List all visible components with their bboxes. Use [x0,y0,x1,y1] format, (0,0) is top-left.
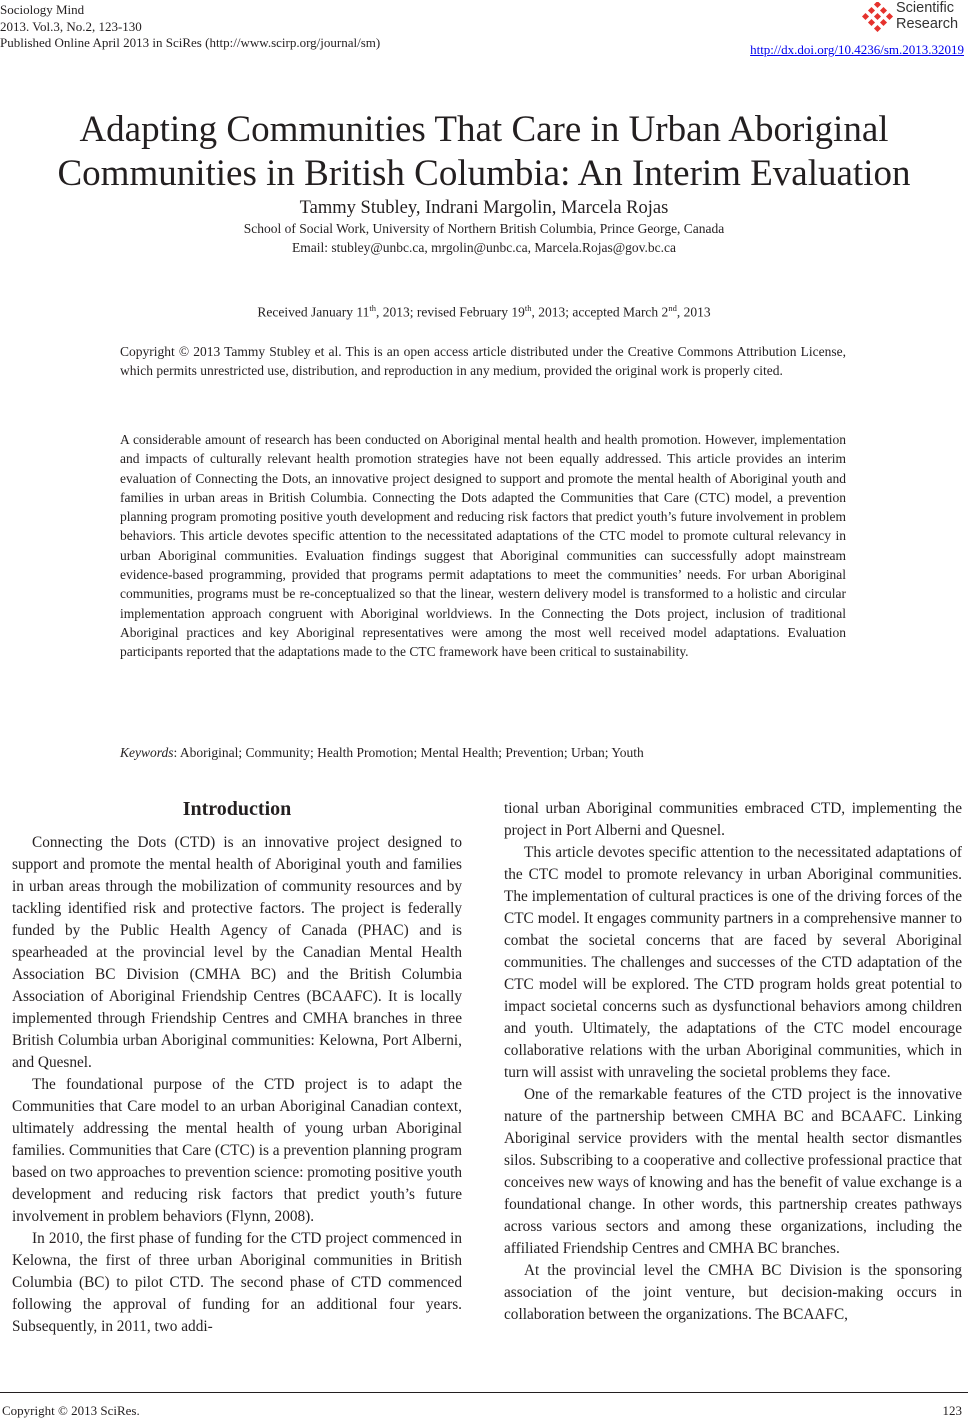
affiliation-block [0,220,968,257]
paragraph: At the provincial level the CMHA BC Division is the sponsoring association of the joint venture, but decision-making occurs in collaboration between the organizations. The BCAAFC, [504,1262,962,1323]
body-column-left [12,796,462,1338]
body-column-right [504,798,962,1326]
paragraph: Connecting the Dots (CTD) is an innovative project designed to support and promote the mental health of Aboriginal youth and families in urban areas through the mobilization of community resources and by tackling identified risk and protective factors. The project is federally funded by the Public Health Agency of Canada (PHAC) and is spearheaded at the provincial level by the Canadian Mental Health Association BC Division (CMHA BC) and the British Columbia Association of Aboriginal Friendship Centres (BCAAFC). It is locally implemented through Friendship Centres and CMHA branches in three British Columbia urban Aboriginal communities: Kelowna, Port Alberni, and Quesnel. [12,834,462,1071]
journal-name: Sociology Mind [0,2,85,17]
email: Email: stubley@unbc.ca, mrgolin@unbc.ca, Marcela.Rojas@gov.bc.ca [291,239,677,255]
paragraph: One of the remarkable features of the CTD project is the innovative nature of the partnership between CMHA BC and BCAAFC. Linking Aboriginal service providers with the mental health sector dismantles silos. Subscribing to a cooperative and collective professional practice that conceives new ways of knowing and has the benefit of value exchange is a foundational change. In other words, this partnership creates pathways across various sectors and among these organizations, including the affiliated Friendship Centres and CMHA BC branches. [504,1086,962,1257]
paragraph: The foundational purpose of the CTD project is to adapt the Communities that Care model to an urban Aboriginal Canadian context, ultimately addressing the mental health of young urban Aboriginal families. Communities that Care (CTC) is a prevention planning program based on two approaches to prevention science: promoting positive youth development and reducing risk factors that predict youth’s future involvement in problem behaviors (Flynn, 2008). [12,1076,462,1225]
running-header [0,2,380,52]
keywords-label: Keywords [120,745,174,760]
logo-diamond-icon [862,2,894,32]
volume-info: 2013. Vol.3, No.2, 123-130 [0,18,142,34]
keywords-text: : Aboriginal; Community; Health Promotion; Mental Health; Prevention; Urban; Youth [173,745,644,760]
doi-link[interactable]: http://dx.doi.org/10.4236/sm.2013.32019 [750,42,964,57]
scientific-research-logo [862,0,966,36]
article-title: Adapting Communities That Care in Urban Aboriginal Communities in British Columbia: An Interim Evaluation [57,109,911,194]
license-notice: Copyright © 2013 Tammy Stubley et al. This is an open access article distributed under the Creative Commons Attribution License, which permits unrestricted use, distribution, and reproduction in any medium, provided the original work is properly cited. [120,344,846,378]
section-heading: Introduction [182,798,292,820]
footer-copyright: Copyright © 2013 SciRes. [2,1403,140,1418]
abstract: A considerable amount of research has been conducted on Aboriginal mental health and health promotion. However, implementation and impacts of culturally relevant health promotion strategies have not been equally addressed. This article provides an interim evaluation of Connecting the Dots, an innovative project designed to support and promote the mental health of Aboriginal youth and families in urban areas in British Columbia. Connecting the Dots adapted the Communities that Care (CTC) model, a prevention planning program promoting positive youth development and reducing risk factors that predict youth’s future involvement in problem behaviors. This article devotes specific attention to the necessitated adaptations of the CTC model to promote cultural relevancy in urban Aboriginal communities. Evaluation findings suggest that Aboriginal communities can successfully adopt mainstream evidence-based programming, provided that programs permit adaptations to meet the communities’ needs. For urban Aboriginal communities, programs must be re-conceptualized so that the linear, western delivery model is transformed to a holistic and circular implementation approach congruent with Aboriginal worldviews. In the Connecting the Dots project, inclusion of traditional Aboriginal practices and key Aboriginal representatives were among the most well received model adaptations. Evaluation participants reported that the adaptations made to the CTC framework have been critical to sustainability. [120,432,846,660]
footer-rule [0,1392,968,1393]
publication-info: Published Online April 2013 in SciRes (http://www.scirp.org/journal/sm) [0,35,381,50]
affiliation: School of Social Work, University of Northern British Columbia, Prince George, Canada [243,221,725,236]
logo-text-line1: Scientific [896,0,955,16]
logo-text-line2: Research [896,16,959,32]
paragraph: This article devotes specific attention to the necessitated adaptations of the CTC model to promote relevancy in urban Aboriginal communities. The implementation of cultural practices is one of the driving forces of the CTC model. It engages community partners in a comprehensive manner to combat the societal concerns that are faced by several Aboriginal communities. The challenges and successes of the CTD adaptation of the CTC model will be explored. The CTD program holds great potential to impact societal concerns such as dysfunctional behaviors among children and youth. Ultimately, the adaptations of the CTC model encourage collaborative relations with the urban Aboriginal communities, which in turn will assist with unraveling the societal problems they face. [504,844,962,1081]
authors: Tammy Stubley, Indrani Margolin, Marcela Rojas [299,198,669,218]
page-number: 123 [942,1403,962,1418]
received-dates: Received January 11th, 2013; revised February 19th, 2013; accepted March 2nd, 2013 [257,303,711,320]
paragraph: In 2010, the first phase of funding for the CTD project commenced in Kelowna, the first of three urban Aboriginal communities in British Columbia (BC) to pilot CTD. The second phase of CTD commenced following the approval of funding for an additional four years. Subsequently, in 2011, two addi- [12,1230,462,1335]
keywords [120,745,846,761]
paragraph: tional urban Aboriginal communities embraced CTD, implementing the project in Port Alberni and Quesnel. [504,800,962,839]
